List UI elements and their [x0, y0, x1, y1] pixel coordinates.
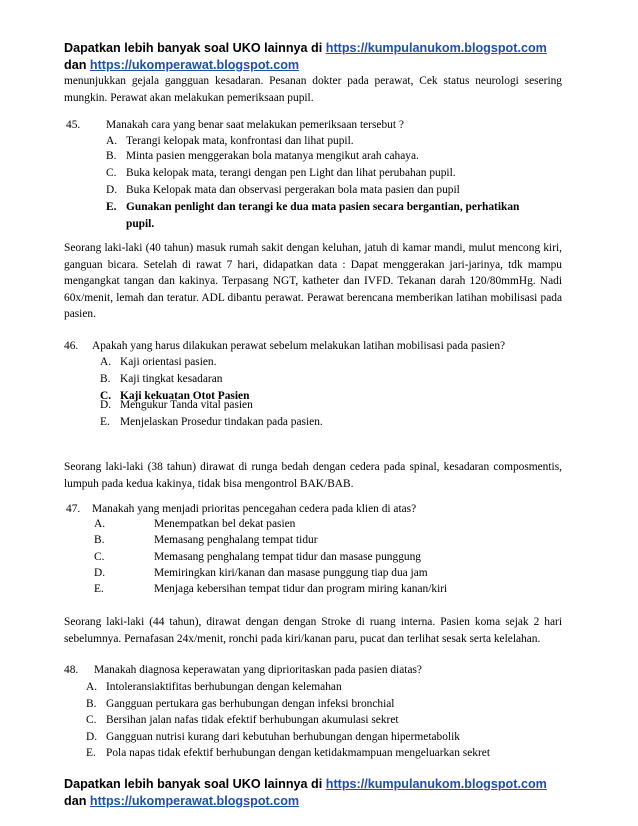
- question-46: [64, 338, 505, 354]
- ukomperawat-link[interactable]: https://ukomperawat.blogspot.com: [89, 58, 300, 72]
- intro-paragraph: menunjukkan gejala gangguan kesadaran. Pesanan dokter pada perawat, Cek status neurologi sesering mungkin. Perawat akan melakukan pemeriksaan pupil.: [64, 75, 562, 104]
- banner-prefix: Dapatkan lebih banyak soal UKO lainnya di: [64, 777, 326, 791]
- question-number: 47.: [66, 503, 81, 515]
- option-a: A. Menempatkan bel dekat pasien: [94, 518, 296, 530]
- option-e: E. Pola napas tidak efektif berhubungan dengan ketidakmampuan mengeluarkan sekret: [86, 747, 490, 759]
- option-d: D. Gangguan nutrisi kurang dari kebutuhan berhubungan dengan hipermetabolik: [86, 731, 460, 743]
- option-d: D. Memiringkan kiri/kanan dan masase punggung tiap dua jam: [94, 567, 428, 579]
- ukomperawat-link[interactable]: https://ukomperawat.blogspot.com: [89, 794, 300, 808]
- option-b: B. Minta pasien menggerakan bola matanya mengikut arah cahaya.: [106, 150, 419, 162]
- question-45: [66, 117, 404, 133]
- question-text: Manakah yang menjadi prioritas pencegahan cedera pada klien di atas?: [92, 503, 417, 515]
- option-c: C. Bersihan jalan nafas tidak efektif berhubungan akumulasi sekret: [86, 714, 399, 726]
- header-banner: [64, 40, 584, 74]
- case-48-paragraph: Seorang laki-laki (44 tahun), dirawat dengan dengan Stroke di ruang interna. Pasien koma sejak 2 hari sebelumnya. Pernafasan 24x/menit, ronchi pada kiri/kanan paru, pucat dan terlihat sesak serta kelelahan.: [64, 616, 562, 645]
- option-e-continuation: pupil.: [126, 218, 155, 230]
- option-e: E. Menjaga kebersihan tempat tidur dan program miring kanan/kiri: [94, 583, 448, 595]
- option-b: B. Kaji tingkat kesadaran: [100, 373, 223, 385]
- case-47-paragraph: Seorang laki-laki (38 tahun) dirawat di runga bedah dengan cedera pada spinal, kesadaran composmentis, lumpuh pada kedua kakinya, tidak bisa mengontrol BAK/BAB.: [64, 461, 562, 490]
- banner-prefix: Dapatkan lebih banyak soal UKO lainnya di: [64, 41, 326, 55]
- question-48: [64, 662, 422, 678]
- option-e: E. Menjelaskan Prosedur tindakan pada pasien.: [100, 416, 323, 428]
- kumpulanukom-link[interactable]: https://kumpulanukom.blogspot.com: [325, 777, 547, 791]
- question-text: Manakah cara yang benar saat melakukan pemeriksaan tersebut ?: [106, 119, 404, 131]
- option-b: B. Gangguan pertukara gas berhubungan dengan infeksi bronchial: [86, 698, 395, 710]
- option-d: D. Mengukur Tanda vital pasien: [100, 399, 253, 411]
- question-number: 46.: [64, 340, 79, 352]
- banner-middle: dan: [64, 58, 90, 72]
- option-a: A. Kaji orientasi pasien.: [100, 356, 217, 368]
- option-a: A. Terangi kelopak mata, konfrontasi dan lihat pupil.: [106, 135, 354, 147]
- question-number: 45.: [66, 119, 81, 131]
- option-c: C. Buka kelopak mata, terangi dengan pen Light dan lihat perubahan pupil.: [106, 167, 456, 179]
- option-c-answer: C. Kaji kekuatan Otot Pasien: [100, 390, 250, 402]
- kumpulanukom-link[interactable]: https://kumpulanukom.blogspot.com: [325, 41, 547, 55]
- option-a: A. Intoleransiaktifitas berhubungan dengan kelemahan: [86, 681, 342, 693]
- footer-banner: [64, 776, 584, 810]
- option-d: D. Buka Kelopak mata dan observasi pergerakan bola mata pasien dan pupil: [106, 184, 460, 196]
- option-e-answer: E. Gunakan penlight dan terangi ke dua mata pasien secara bergantian, perhatikan: [106, 201, 520, 213]
- option-b: B. Memasang penghalang tempat tidur: [94, 534, 318, 546]
- question-47: [66, 501, 416, 517]
- question-text: Manakah diagnosa keperawatan yang diprioritaskan pada pasien diatas?: [94, 664, 422, 676]
- question-number: 48.: [64, 664, 79, 676]
- option-c: C. Memasang penghalang tempat tidur dan masase punggung: [94, 551, 421, 563]
- banner-middle: dan: [64, 794, 90, 808]
- question-text: Apakah yang harus dilakukan perawat sebelum melakukan latihan mobilisasi pada pasien?: [92, 340, 506, 352]
- case-46-paragraph: Seorang laki-laki (40 tahun) masuk rumah sakit dengan keluhan, jatuh di kamar mandi, mulut mencong kiri, ganguan bicara. Setelah di rawat 7 hari, didapatkan data : Dapat menggerakan jari-jarinya, tdk mampu mengangkat tangan dan kakinya. Terpasang NGT, katheter dan IVFD. Tekanan darah 120/80mmHg. Nadi 60x/menit, lemah dan teratur. ADL dibantu perawat. Perawat berencana memberikan latihan mobilisasi pada pasien.: [64, 242, 562, 320]
